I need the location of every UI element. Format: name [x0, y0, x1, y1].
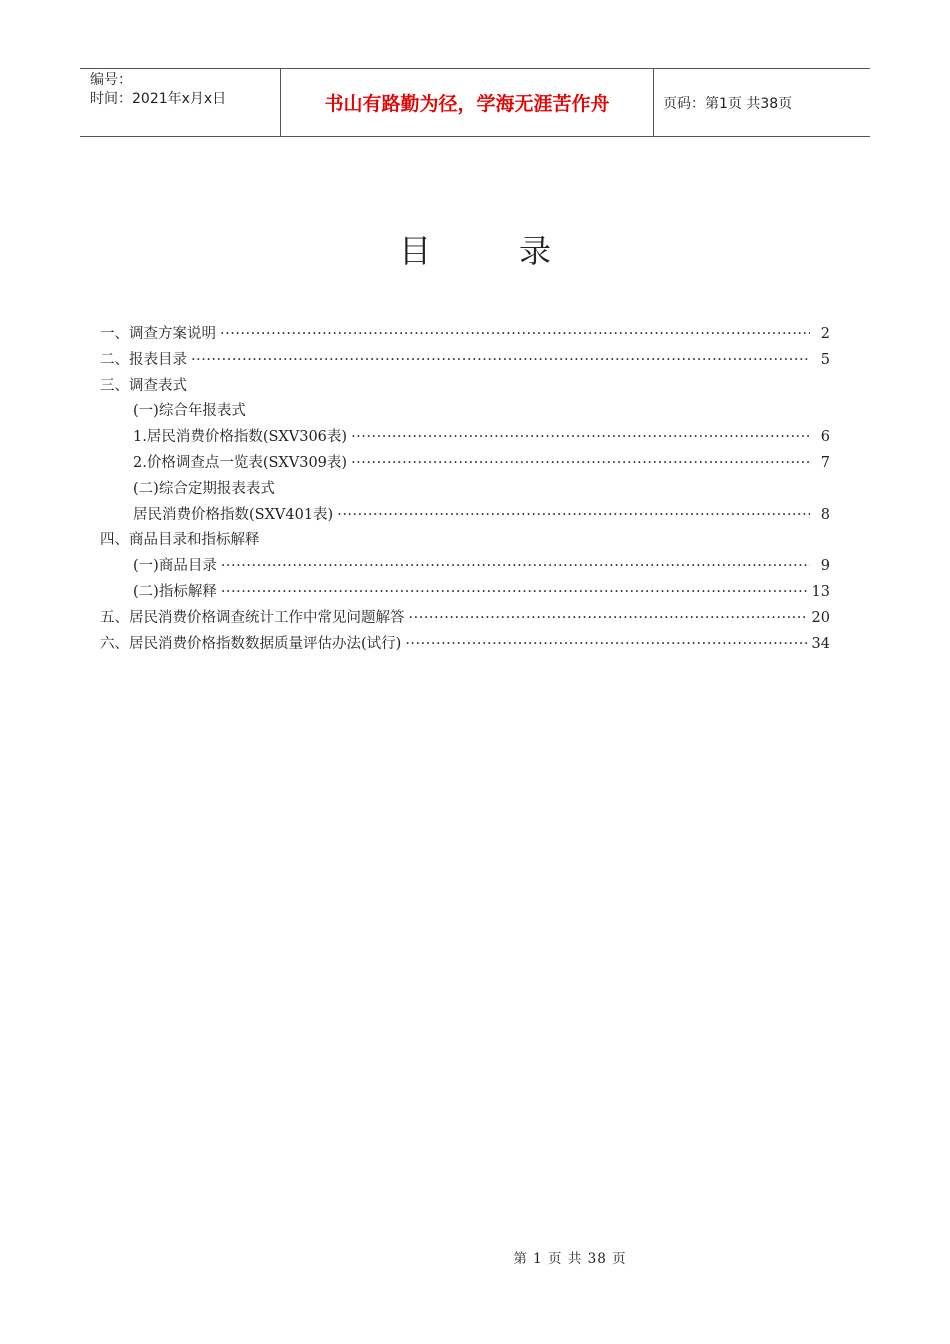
toc-leader-dots — [351, 429, 810, 445]
toc-entry[interactable] — [100, 528, 830, 554]
toc-leader-dots — [337, 507, 810, 523]
toc-entry-title: (二)综合定期报表表式 — [133, 480, 275, 497]
toc-entry-title: 二、报表目录 — [100, 351, 187, 368]
document-date: 时间：2021年x月x日 — [90, 91, 227, 107]
toc-page-number: 20 — [811, 609, 830, 626]
toc-entry-title: 2.价格调查点一览表(SXV309表) — [133, 454, 348, 471]
table-of-contents — [100, 322, 830, 657]
toc-entry-title: (二)指标解释 — [133, 583, 217, 600]
toc-page-number: 34 — [811, 635, 830, 652]
toc-entry-title: (一)商品目录 — [133, 558, 217, 575]
toc-entry-title: 五、居民消费价格调查统计工作中常见问题解答 — [100, 609, 405, 626]
toc-page-number: 8 — [820, 506, 830, 523]
toc-leader-dots — [351, 455, 810, 471]
toc-entry[interactable] — [100, 632, 830, 658]
toc-entry[interactable] — [100, 348, 830, 374]
toc-entry[interactable] — [100, 503, 830, 529]
toc-entry[interactable] — [100, 399, 830, 425]
toc-entry-title: (一)综合年报表式 — [133, 403, 246, 420]
toc-leader-dots — [221, 558, 810, 574]
toc-page-number: 2 — [820, 326, 830, 342]
toc-entry-title: 一、调查方案说明 — [100, 326, 216, 342]
toc-page-number: 5 — [820, 351, 830, 368]
toc-leader-dots — [191, 352, 810, 368]
toc-leader-dots — [221, 584, 808, 600]
toc-entry[interactable] — [100, 554, 830, 580]
toc-entry-title: 居民消费价格指数(SXV401表) — [133, 506, 334, 523]
toc-entry[interactable] — [100, 425, 830, 451]
toc-page-number: 6 — [820, 429, 830, 446]
header-meta — [80, 69, 281, 136]
toc-leader-dots — [220, 326, 810, 342]
toc-entry[interactable] — [100, 451, 830, 477]
toc-entry[interactable] — [100, 477, 830, 503]
page-header — [80, 68, 870, 137]
toc-entry-title: 三、调查表式 — [100, 377, 187, 394]
page-title: 目录 — [398, 232, 639, 270]
toc-entry-title: 六、居民消费价格指数数据质量评估办法(试行) — [100, 635, 402, 652]
toc-entry-title: 四、商品目录和指标解释 — [100, 532, 260, 549]
toc-entry[interactable] — [100, 580, 830, 606]
document-number-label: 编号： — [90, 72, 132, 88]
toc-entry[interactable] — [100, 322, 830, 348]
toc-entry[interactable] — [100, 606, 830, 632]
toc-entry-title: 1.居民消费价格指数(SXV306表) — [133, 429, 348, 446]
toc-leader-dots — [405, 636, 807, 652]
toc-page-number: 13 — [811, 583, 830, 600]
header-page-info: 页码：第1页 共38页 — [663, 95, 793, 112]
toc-entry[interactable] — [100, 374, 830, 400]
toc-page-number: 9 — [820, 558, 830, 575]
header-motto: 书山有路勤为径，学海无涯苦作舟 — [281, 69, 654, 136]
page-footer: 第 1 页 共 38 页 — [513, 1251, 627, 1267]
toc-leader-dots — [409, 610, 808, 626]
toc-page-number: 7 — [820, 454, 830, 471]
